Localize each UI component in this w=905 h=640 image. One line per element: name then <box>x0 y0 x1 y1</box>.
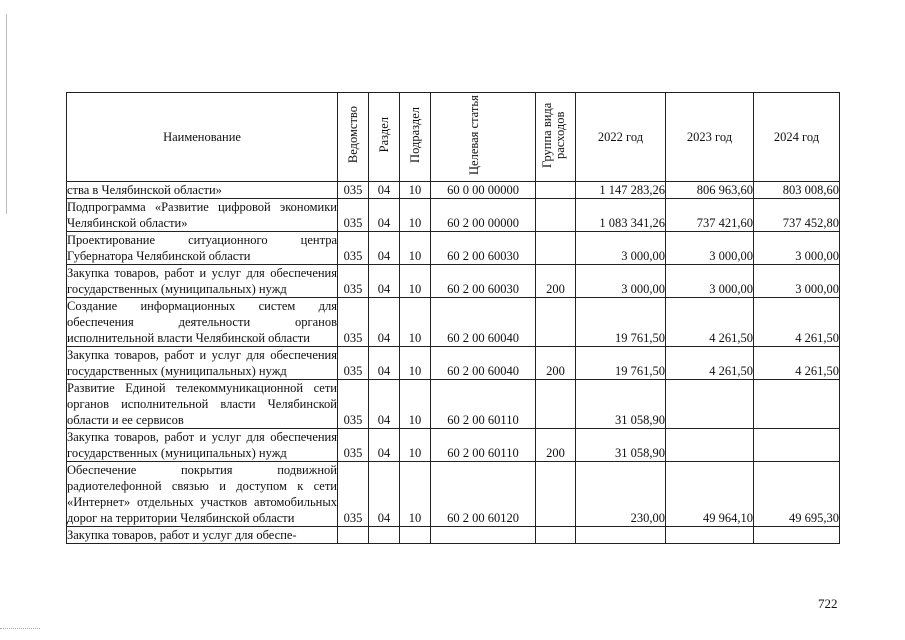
row-2024: 4 261,50 <box>754 347 840 380</box>
row-section: 04 <box>369 429 400 462</box>
row-name: ства в Челябинской области» <box>67 182 338 199</box>
row-2024: 49 695,30 <box>754 462 840 527</box>
row-2023: 49 964,10 <box>666 462 754 527</box>
row-target-article: 60 2 00 60110 <box>431 429 536 462</box>
row-name: Закупка товаров, работ и услуг для обеспечения государственных (муниципальных) нужд <box>67 348 337 378</box>
header-section <box>369 93 400 182</box>
row-name: Подпрограмма «Развитие цифровой экономики Челябинской области» <box>67 200 337 230</box>
header-subsection-label: Подраздел <box>408 107 422 163</box>
table-row <box>67 199 840 232</box>
header-department <box>338 93 369 182</box>
row-2022 <box>576 527 666 544</box>
table-row <box>67 429 840 462</box>
table-row <box>67 182 840 199</box>
row-department: 035 <box>338 380 369 429</box>
row-section: 04 <box>369 298 400 347</box>
row-subsection: 10 <box>400 429 431 462</box>
row-section: 04 <box>369 347 400 380</box>
table-row <box>67 232 840 265</box>
header-expense-group-label: Группа вида расходов <box>539 102 567 168</box>
row-subsection: 10 <box>400 462 431 527</box>
row-subsection: 10 <box>400 182 431 199</box>
row-expense-group <box>536 380 576 429</box>
row-target-article: 60 2 00 00000 <box>431 199 536 232</box>
row-2023 <box>666 429 754 462</box>
header-2022: 2022 год <box>576 93 666 182</box>
row-target-article: 60 2 00 60030 <box>431 232 536 265</box>
row-expense-group: 200 <box>536 347 576 380</box>
row-target-article: 60 0 00 00000 <box>431 182 536 199</box>
row-subsection: 10 <box>400 199 431 232</box>
header-target-article <box>431 93 536 182</box>
row-2022: 1 147 283,26 <box>576 182 666 199</box>
row-section: 04 <box>369 380 400 429</box>
row-section: 04 <box>369 182 400 199</box>
row-expense-group: 200 <box>536 265 576 298</box>
row-subsection: 10 <box>400 347 431 380</box>
header-expense-group <box>536 93 576 182</box>
row-2022: 19 761,50 <box>576 347 666 380</box>
row-expense-group <box>536 199 576 232</box>
row-department <box>338 527 369 544</box>
row-2022: 230,00 <box>576 462 666 527</box>
row-2024 <box>754 527 840 544</box>
page-number: 722 <box>818 596 838 611</box>
row-name: Обеспечение покрытия подвижной радиотелефонной связью и доступом к сети «Интернет» отдельных участков автомобильных дорог на территории Челябинской области <box>67 463 337 525</box>
table-row <box>67 527 840 544</box>
row-expense-group <box>536 182 576 199</box>
row-2024: 3 000,00 <box>754 232 840 265</box>
row-department: 035 <box>338 232 369 265</box>
row-target-article: 60 2 00 60030 <box>431 265 536 298</box>
row-2024 <box>754 429 840 462</box>
header-2023: 2023 год <box>666 93 754 182</box>
row-section: 04 <box>369 199 400 232</box>
row-department: 035 <box>338 462 369 527</box>
row-name: Закупка товаров, работ и услуг для обеспечения государственных (муниципальных) нужд <box>67 430 337 460</box>
table-row <box>67 462 840 527</box>
row-expense-group <box>536 527 576 544</box>
row-2024: 4 261,50 <box>754 298 840 347</box>
header-subsection <box>400 93 431 182</box>
row-subsection: 10 <box>400 232 431 265</box>
row-2024: 803 008,60 <box>754 182 840 199</box>
row-2022: 31 058,90 <box>576 380 666 429</box>
row-2023 <box>666 380 754 429</box>
row-2024: 737 452,80 <box>754 199 840 232</box>
row-2024: 3 000,00 <box>754 265 840 298</box>
row-2023 <box>666 527 754 544</box>
table-row <box>67 265 840 298</box>
row-2023: 806 963,60 <box>666 182 754 199</box>
header-section-label: Раздел <box>377 117 391 153</box>
row-expense-group: 200 <box>536 429 576 462</box>
row-2022: 3 000,00 <box>576 232 666 265</box>
row-department: 035 <box>338 182 369 199</box>
row-name: Развитие Единой телекоммуникационной сети органов исполнительной власти Челябинской области и ее сервисов <box>67 381 337 427</box>
table-row <box>67 380 840 429</box>
table-header-row <box>67 93 840 182</box>
table-row <box>67 298 840 347</box>
row-section <box>369 527 400 544</box>
row-2023: 4 261,50 <box>666 347 754 380</box>
row-2023: 737 421,60 <box>666 199 754 232</box>
scan-edge-line <box>6 14 7 214</box>
row-expense-group <box>536 232 576 265</box>
row-section: 04 <box>369 462 400 527</box>
row-subsection: 10 <box>400 380 431 429</box>
header-department-label: Ведомство <box>346 106 360 164</box>
row-section: 04 <box>369 232 400 265</box>
table-row <box>67 347 840 380</box>
row-2024 <box>754 380 840 429</box>
row-department: 035 <box>338 429 369 462</box>
row-2022: 19 761,50 <box>576 298 666 347</box>
row-subsection <box>400 527 431 544</box>
row-2023: 4 261,50 <box>666 298 754 347</box>
row-section: 04 <box>369 265 400 298</box>
row-name: Закупка товаров, работ и услуг для обеспе- <box>67 527 338 544</box>
row-target-article: 60 2 00 60120 <box>431 462 536 527</box>
row-target-article: 60 2 00 60040 <box>431 347 536 380</box>
row-target-article: 60 2 00 60110 <box>431 380 536 429</box>
header-2024: 2024 год <box>754 93 840 182</box>
header-name: Наименование <box>67 93 338 182</box>
scan-edge-dots <box>0 628 40 629</box>
row-name: Закупка товаров, работ и услуг для обеспечения государственных (муниципальных) нужд <box>67 266 337 296</box>
row-name: Проектирование ситуационного центра Губернатора Челябинской области <box>67 233 337 263</box>
row-target-article: 60 2 00 60040 <box>431 298 536 347</box>
row-department: 035 <box>338 298 369 347</box>
row-expense-group <box>536 462 576 527</box>
row-department: 035 <box>338 265 369 298</box>
header-target-article-label: Целевая статья <box>467 95 481 175</box>
row-subsection: 10 <box>400 265 431 298</box>
row-department: 035 <box>338 347 369 380</box>
row-2022: 1 083 341,26 <box>576 199 666 232</box>
row-department: 035 <box>338 199 369 232</box>
row-name: Создание информационных систем для обеспечения деятельности органов исполнительной власти Челябинской области <box>67 299 337 345</box>
row-subsection: 10 <box>400 298 431 347</box>
row-expense-group <box>536 298 576 347</box>
row-2023: 3 000,00 <box>666 265 754 298</box>
row-target-article <box>431 527 536 544</box>
row-2022: 3 000,00 <box>576 265 666 298</box>
budget-table <box>66 92 840 544</box>
row-2022: 31 058,90 <box>576 429 666 462</box>
row-2023: 3 000,00 <box>666 232 754 265</box>
